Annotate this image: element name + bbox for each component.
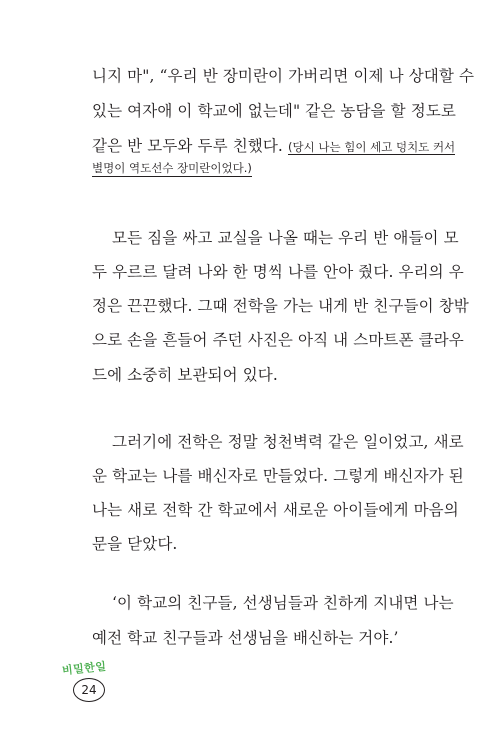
- text-line: ‘이 학교의 친구들, 선생님들과 친하게 지내면 나는: [112, 594, 454, 612]
- text-line-main: 같은 반 모두와 두루 친했다.: [92, 137, 283, 155]
- text-line: 예전 학교 친구들과 선생님을 배신하는 거야.’: [92, 629, 399, 647]
- text-line: 으로 손을 흔들어 주던 사진은 아직 내 스마트폰 클라우: [92, 331, 464, 349]
- text-line: 드에 소중히 보관되어 있다.: [92, 366, 278, 384]
- text-line: [92, 136, 455, 156]
- footnote-text: 별명이 역도선수 장미란이었다.): [92, 161, 252, 175]
- text-line: 그러기에 전학은 정말 청천벽력 같은 일이었고, 새로: [112, 433, 464, 451]
- text-line: 문을 닫았다.: [92, 535, 178, 553]
- text-line: 운 학교는 나를 배신자로 만들었다. 그렇게 배신자가 된: [92, 467, 464, 485]
- text-line: 나는 새로 전학 간 학교에서 새로운 아이들에게 마음의: [92, 501, 459, 519]
- text-line: 모든 짐을 싸고 교실을 나올 때는 우리 반 애들이 모: [112, 229, 459, 247]
- page-number: 24: [73, 678, 105, 702]
- footnote-inline: (당시 나는 힘이 세고 덩치도 커서: [287, 140, 456, 154]
- text-line: 니지 마", “우리 반 장미란이 가버리면 이제 나 상대할 수: [92, 67, 475, 85]
- book-title-label: 비밀한일: [61, 659, 108, 678]
- text-line: 정은 끈끈했다. 그때 전학을 가는 내게 반 친구들이 창밖: [92, 297, 469, 315]
- text-line: 두 우르르 달려 나와 한 명씩 나를 안아 줬다. 우리의 우: [92, 263, 464, 281]
- footnote-line: [92, 160, 252, 176]
- text-line: 있는 여자애 이 학교에 없는데" 같은 농담을 할 정도로: [92, 102, 456, 120]
